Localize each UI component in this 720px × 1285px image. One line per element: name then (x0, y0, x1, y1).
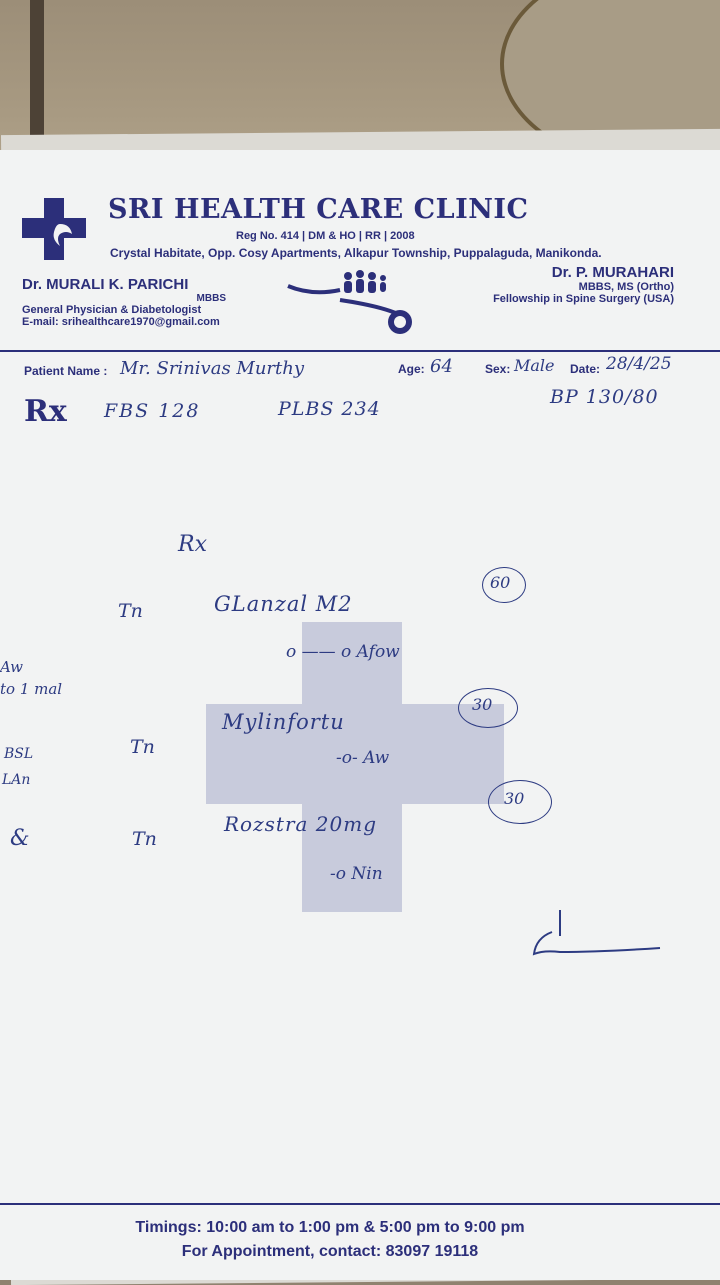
bp-value: BP 130/80 (550, 386, 659, 408)
rx-symbol: Rx (24, 394, 67, 429)
drug-2-form: Tn (130, 736, 155, 758)
doctor-right (470, 264, 674, 305)
drug-2-count: 30 (472, 695, 493, 714)
patient-name-value: Mr. Srinivas Murthy (120, 358, 305, 379)
date-value: 28/4/25 (606, 354, 672, 374)
stethoscope-family-icon (282, 266, 417, 338)
prescription-sheet (0, 150, 720, 1280)
margin-note-4: LAn (2, 772, 31, 788)
drug-3-form: Tn (132, 828, 157, 850)
drug-3-count: 30 (504, 789, 525, 808)
footer (0, 1216, 720, 1264)
drug-2-dosage: -o- Aw (336, 748, 390, 768)
margin-note-3: BSL (4, 746, 34, 762)
doctor-left (22, 276, 232, 328)
registration-number: Reg No. 414 | DM & HO | RR | 2008 (236, 230, 415, 242)
age-value: 64 (430, 356, 453, 377)
letterhead (0, 150, 720, 360)
doctor-right-qualification: MBBS, MS (Ortho) (578, 281, 674, 293)
table-seam (30, 0, 44, 150)
medical-cross-icon (22, 198, 92, 260)
footer-divider (0, 1203, 720, 1205)
doctor-right-name: Dr. P. MURAHARI (551, 264, 674, 281)
drug-3-name: Rozstra 20mg (224, 812, 377, 836)
margin-note-5: & (10, 826, 30, 851)
date-label: Date: (570, 362, 601, 376)
clinic-name: SRI HEALTH CARE CLINIC (108, 194, 529, 225)
margin-note-1: Aw (0, 658, 23, 676)
drug-1-form: Tn (118, 600, 143, 622)
age-label: Age: (398, 362, 425, 376)
doctor-left-email: E-mail: srihealthcare1970@gmail.com (22, 316, 220, 328)
drug-3-dosage: -o Nin (330, 864, 383, 884)
sex-label: Sex: (485, 362, 511, 376)
drug-1-name: GLanzal M2 (214, 592, 353, 616)
clinic-timings: Timings: 10:00 am to 1:00 pm & 5:00 pm to 9:00 pm (135, 1219, 525, 1236)
plbs-value: PLBS 234 (278, 398, 381, 420)
doctor-right-fellowship: Fellowship in Spine Surgery (USA) (493, 293, 674, 305)
appointment-contact: For Appointment, contact: 83097 19118 (181, 1243, 479, 1260)
drug-1-count: 60 (490, 573, 511, 592)
patient-name-label: Patient Name : (24, 364, 108, 378)
doctor-left-qualification: MBBS (196, 293, 226, 304)
clinic-address: Crystal Habitate, Opp. Cosy Apartments, Alkapur Township, Puppalaguda, Manikonda. (110, 246, 602, 260)
doctor-signature (528, 906, 668, 962)
drug-1-dosage: o —— o Afow (286, 642, 400, 662)
drug-2-name: Mylinfortu (222, 710, 345, 734)
doctor-left-name: Dr. MURALI K. PARICHI (22, 276, 189, 293)
doctor-left-specialty: General Physician & Diabetologist (22, 304, 202, 316)
sex-value: Male (514, 356, 555, 375)
margin-note-2: to 1 mal (0, 680, 63, 698)
rx-handwritten: Rx (178, 532, 207, 557)
fbs-value: FBS 128 (104, 400, 201, 422)
header-divider (0, 350, 720, 352)
